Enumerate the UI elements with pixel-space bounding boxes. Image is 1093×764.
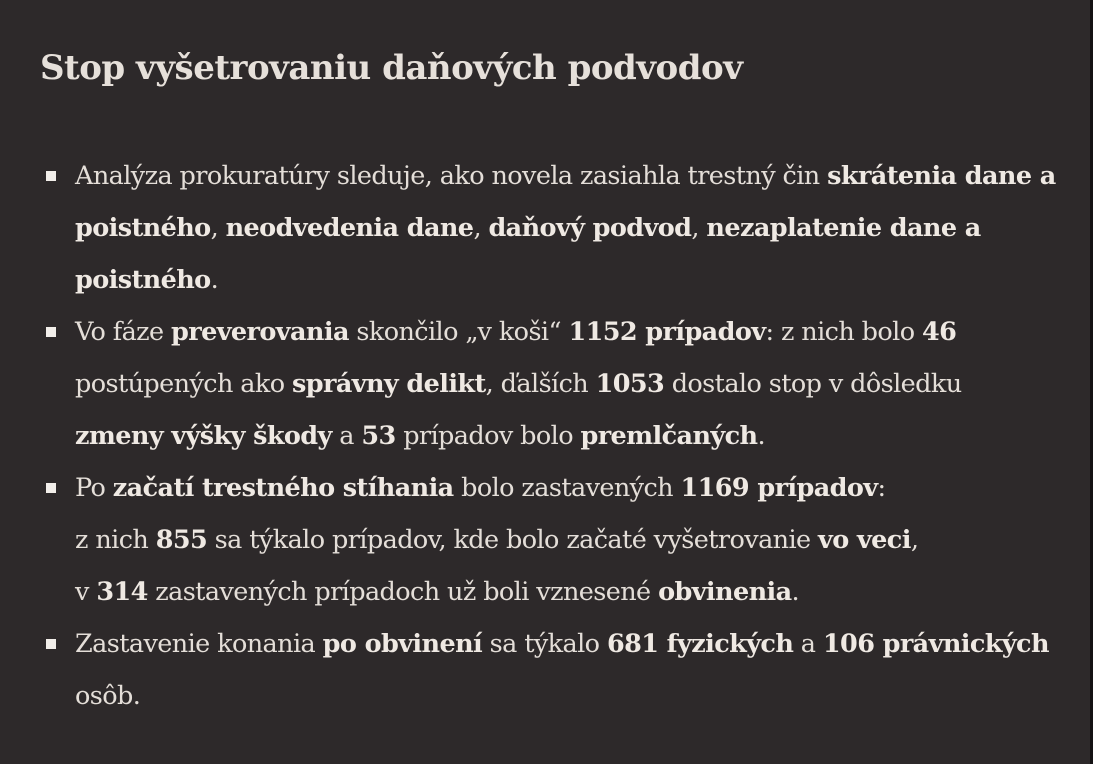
bold-text: po obvinení xyxy=(322,629,483,659)
bold-text: preverovania xyxy=(171,317,349,347)
text-run: , xyxy=(473,213,489,243)
text-run: : xyxy=(877,473,886,503)
list-item xyxy=(40,462,1056,618)
list-item xyxy=(40,150,1056,306)
text-run: postúpených ako xyxy=(75,369,292,399)
text-run: Zastavenie konania xyxy=(75,629,323,659)
square-bullet-icon xyxy=(46,483,56,493)
text-run: osôb. xyxy=(75,681,141,711)
text-run: Po xyxy=(75,473,113,503)
text-run: , xyxy=(210,213,226,243)
text-run: : z nich bolo xyxy=(765,317,922,347)
text-run: . xyxy=(791,577,800,607)
bold-text: vo veci xyxy=(818,525,911,555)
text-run: Analýza prokuratúry sleduje, ako novela zasiahla trestný čin xyxy=(75,161,828,191)
bold-text: 46 xyxy=(921,317,957,347)
bold-text: začatí trestného stíhania xyxy=(112,473,454,503)
square-bullet-icon xyxy=(46,639,56,649)
text-run: zastavených prípadoch už boli vznesené xyxy=(147,577,659,607)
bold-text: 855 xyxy=(155,525,208,555)
bold-text: 1152 prípadov xyxy=(568,317,766,347)
text-run: . xyxy=(757,421,766,451)
text-run: . xyxy=(210,265,219,295)
bold-text: 681 fyzických xyxy=(606,629,794,659)
bold-text: neodvedenia dane xyxy=(225,213,474,243)
page-title: Stop vyšetrovaniu daňových podvodov xyxy=(40,48,743,88)
text-run: sa týkalo prípadov, kde bolo začaté vyšetrovanie xyxy=(207,525,819,555)
text-run: Vo fáze xyxy=(75,317,172,347)
bold-text: nezaplatenie dane a poistného xyxy=(75,213,981,295)
list-item xyxy=(40,618,1056,722)
bold-text: 106 právnických xyxy=(822,629,1049,659)
bold-text: skrátenia dane a poistného xyxy=(75,161,1056,243)
text-run: , xyxy=(910,525,919,555)
bold-text: daňový podvod xyxy=(488,213,692,243)
bold-text: obvinenia xyxy=(658,577,792,607)
bold-text: zmeny výšky škody xyxy=(75,421,332,451)
square-bullet-icon xyxy=(46,171,56,181)
text-run: dostalo stop v dôsledku xyxy=(664,369,962,399)
list-item xyxy=(40,306,1056,462)
text-run: , ďalších xyxy=(485,369,596,399)
text-run: prípadov bolo xyxy=(395,421,581,451)
text-run: v xyxy=(75,577,97,607)
bullet-list xyxy=(40,150,1056,722)
article-panel xyxy=(40,44,1060,711)
text-run: , xyxy=(691,213,707,243)
bold-text: 53 xyxy=(361,421,396,451)
bold-text: premlčaných xyxy=(580,421,758,451)
text-run: skončilo „v koši“ xyxy=(348,317,569,347)
text-run: z nich xyxy=(75,525,156,555)
text-run: bolo zastavených xyxy=(453,473,681,503)
bold-text: 1053 xyxy=(595,369,665,399)
bold-text: správny delikt xyxy=(292,369,486,399)
text-run: a xyxy=(793,629,823,659)
text-run: a xyxy=(331,421,362,451)
text-run: sa týkalo xyxy=(482,629,607,659)
square-bullet-icon xyxy=(46,327,56,337)
bold-text: 314 xyxy=(96,577,148,607)
bold-text: 1169 prípadov xyxy=(680,473,878,503)
